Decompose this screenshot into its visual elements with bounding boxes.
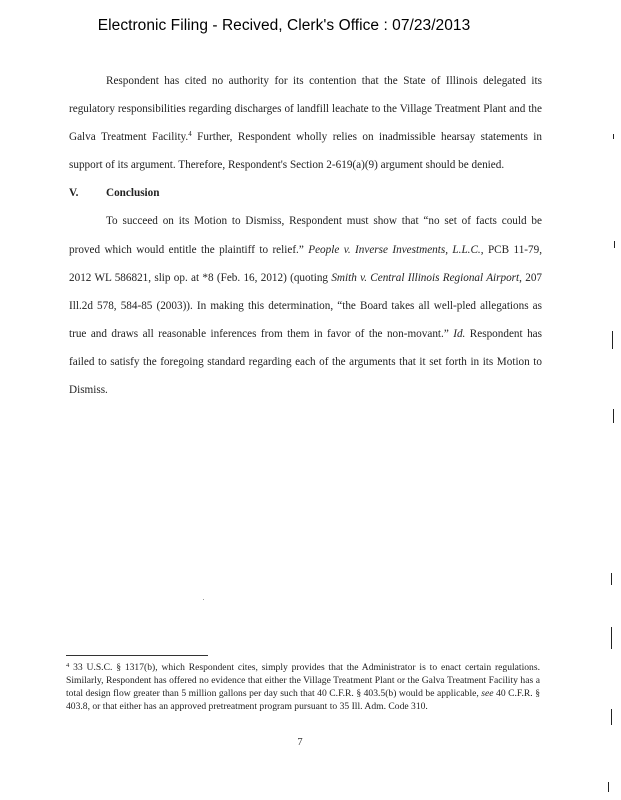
scan-mark (611, 627, 612, 649)
footnote-separator (66, 655, 208, 656)
scan-mark (612, 331, 613, 349)
scan-mark (611, 709, 612, 725)
footnote-paragraph (66, 661, 540, 713)
paragraph-conclusion (69, 207, 542, 404)
page-number: 7 (297, 737, 303, 748)
footnote-text-1: 33 U.S.C. § 1317(b), which Respondent cites, simply provides that the Administrator is to enact certain regulations. Similarly, Respondent has offered no evidence that either the Village Treatment Plant or the Galva Treatment Facility has a total design flow greater than 5 million gallons per day such that 40 C.F.R. § 403.5(b) would be applicable, (66, 662, 540, 699)
footnote-marker: 4 (66, 662, 70, 669)
section-heading (69, 179, 542, 207)
document-body (69, 67, 542, 404)
scan-mark (614, 241, 615, 248)
case-citation-smith: Smith v. Central Illinois Regional Airport (331, 271, 520, 284)
conclusion-text-1: To succeed on its Motion to Dismiss, Respondent must show that “no set of facts could be proved which would entitle the plaintiff to relief.” (69, 215, 542, 256)
paragraph-authority (69, 67, 542, 179)
footnote-text-2: 40 C.F.R. § 403.8, or that either has an approved pretreatment program pursuant to 35 Ill. Adm. Code 310. (66, 688, 540, 712)
scan-mark (613, 134, 614, 139)
case-citation-inverse: People v. Inverse Investments, L.L.C. (308, 243, 481, 256)
conclusion-text-4: Respondent has failed to satisfy the foregoing standard regarding each of the arguments that it set forth in its Motion to Dismiss. (69, 327, 542, 397)
scan-mark (608, 782, 609, 792)
footnote-see: see (481, 688, 494, 699)
footnote-reference: 4 (188, 130, 192, 139)
section-title: Conclusion (106, 187, 160, 200)
paragraph-authority-text-cont: Further, Respondent wholly relies on inadmissible hearsay statements in support of its argument. Therefore, Respondent's Section 2-619(a)(9) argument should be denied. (69, 131, 542, 172)
conclusion-text-3: , 207 Ill.2d 578, 584-85 (2003)). In making this determination, “the Board takes all well-pled allegations as true and draws all reasonable inferences from them in favor of the non-movant.” (69, 271, 543, 340)
filing-stamp: Electronic Filing - Recived, Clerk's Office : 07/23/2013 (97, 17, 471, 34)
section-number: V. (69, 187, 79, 200)
scan-mark (613, 409, 614, 423)
conclusion-text-2: , PCB 11-79, 2012 WL 586821, slip op. at *8 (Feb. 16, 2012) (quoting (69, 243, 542, 284)
footnote (66, 661, 540, 713)
id-citation: Id. (453, 327, 466, 340)
scan-speck (203, 599, 204, 600)
paragraph-authority-text: Respondent has cited no authority for its contention that the State of Illinois delegated its regulatory responsibilities regarding discharges of landfill leachate to the Village Treatment Plant and the Galva Treatment Facility. (69, 75, 542, 144)
scan-mark (611, 573, 612, 585)
